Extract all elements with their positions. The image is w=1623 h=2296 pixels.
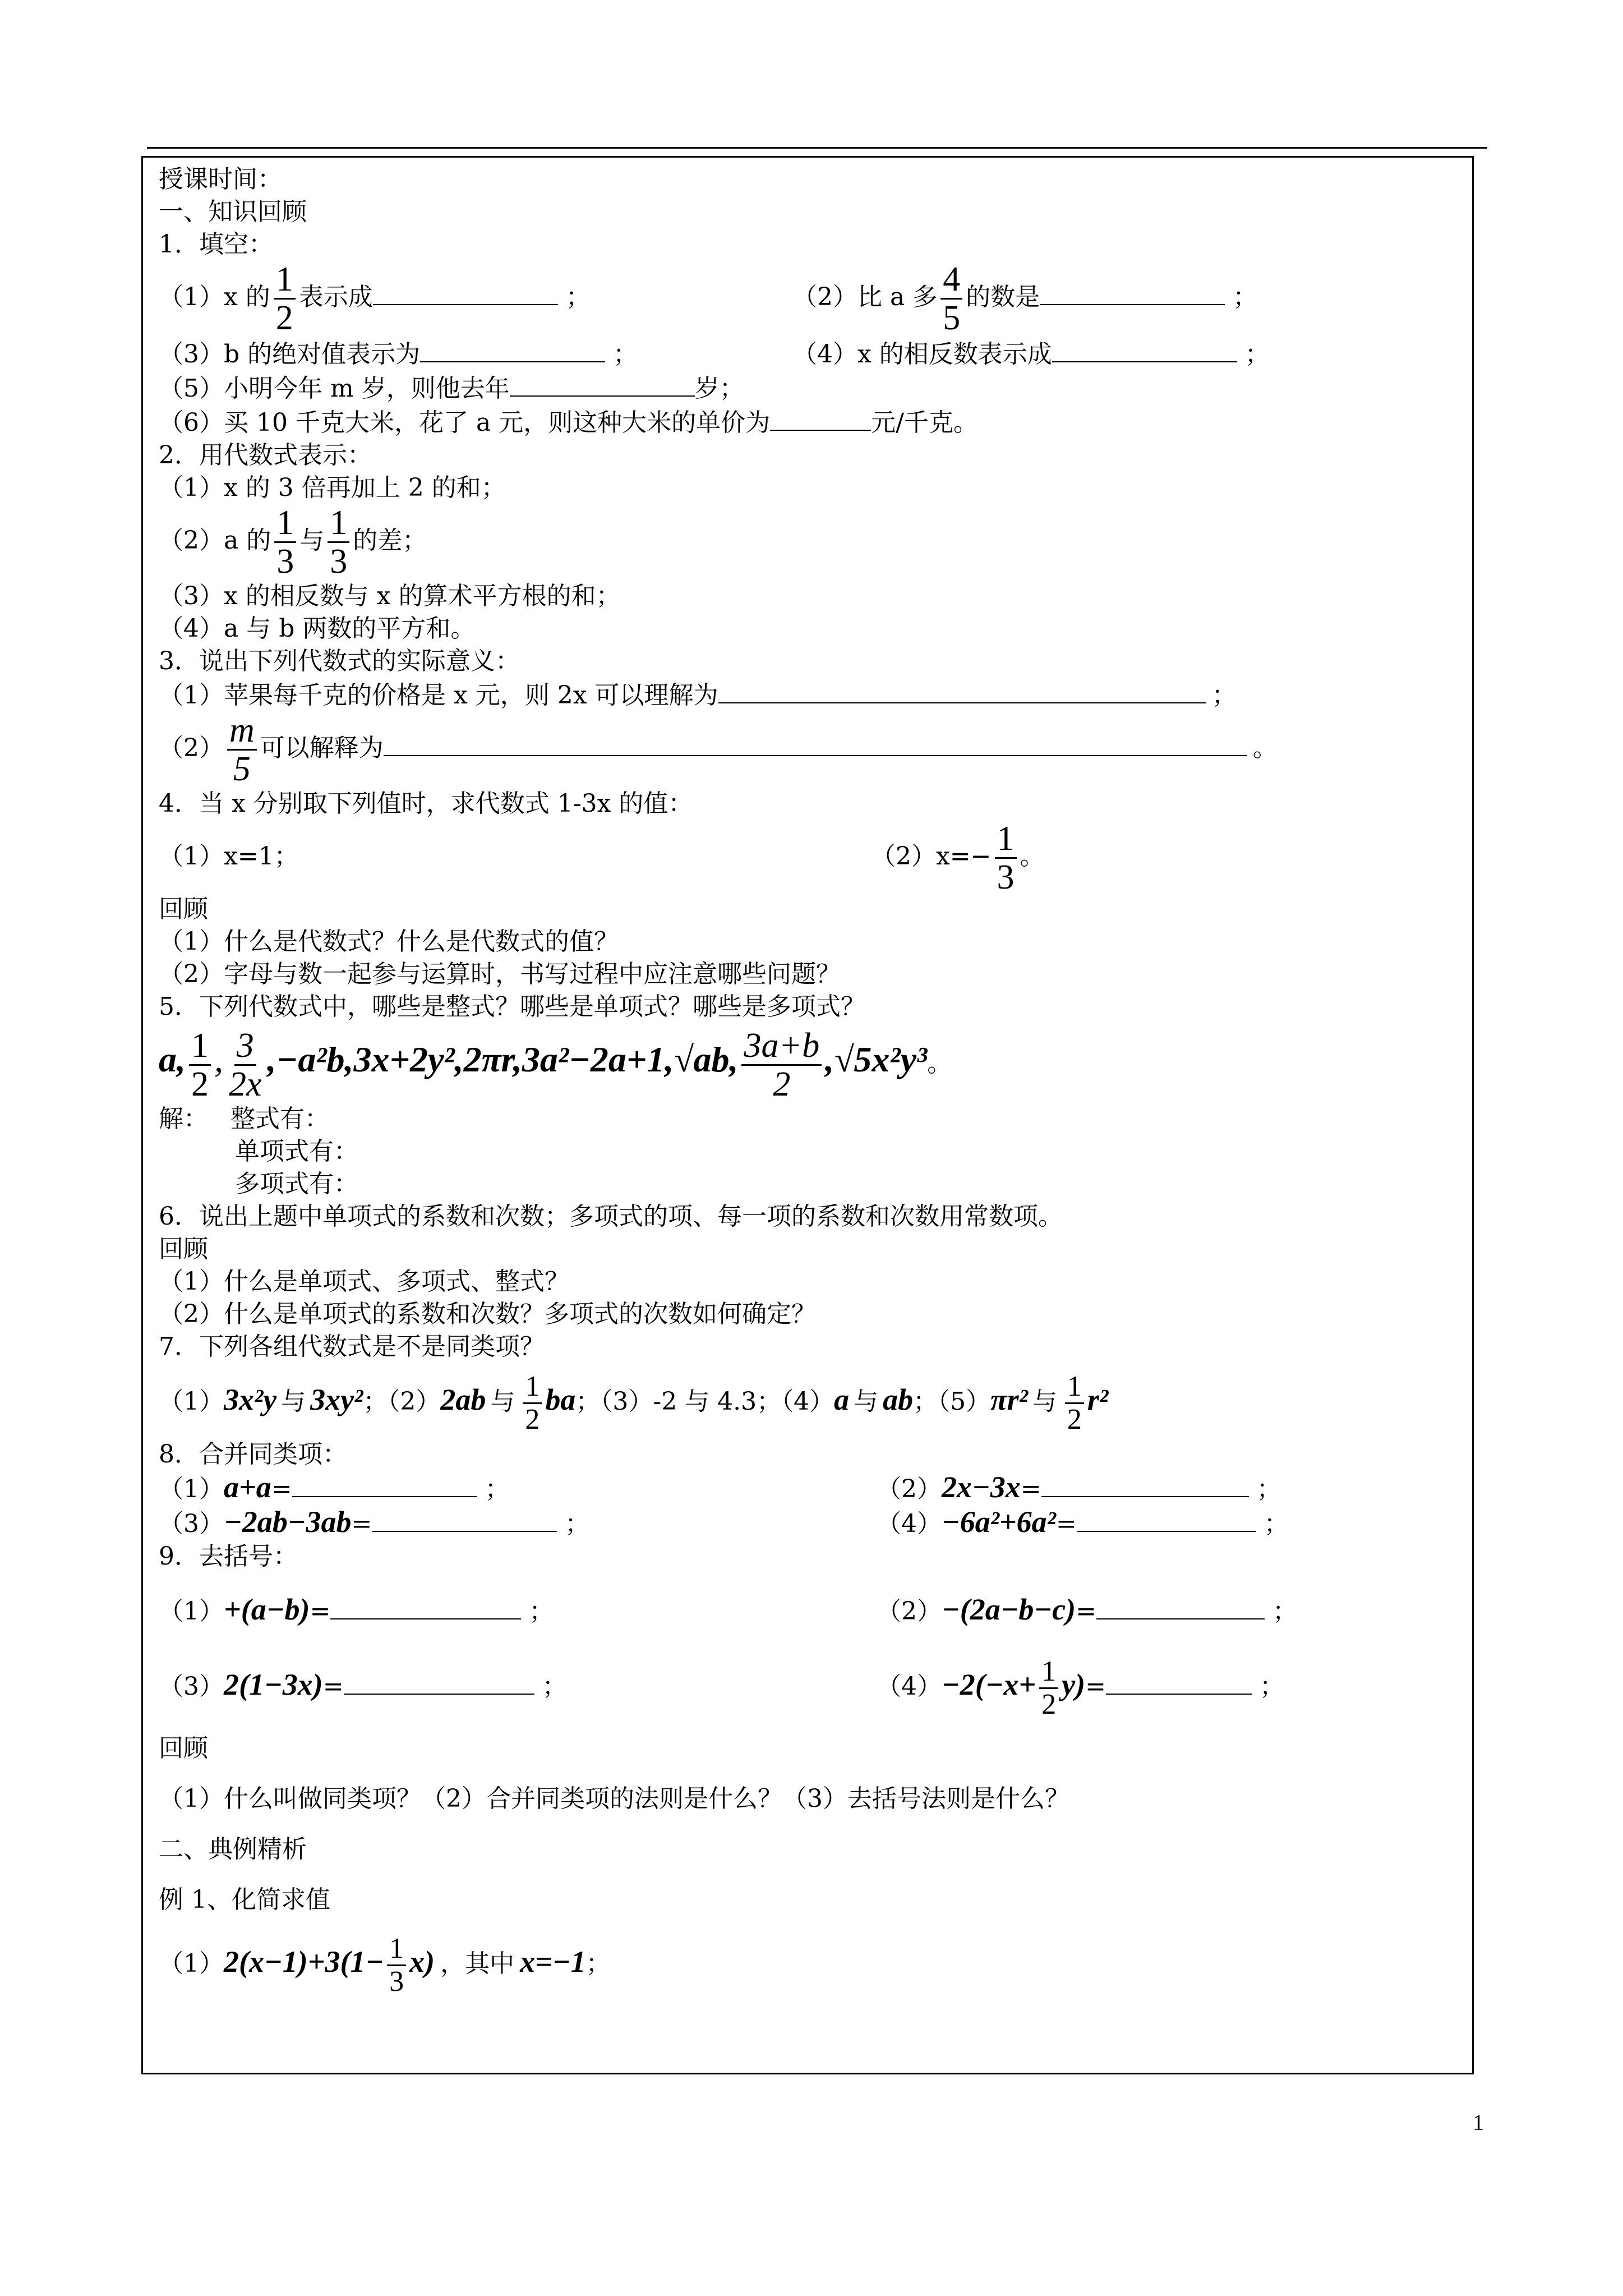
q3-i1-blank[interactable] (718, 678, 1206, 703)
q8-i2 (877, 1471, 1281, 1506)
q2-i4: （4）a 与 b 两数的平方和。 (159, 614, 476, 643)
q8-i3-math: −2ab−3ab (224, 1505, 352, 1539)
q8-i3-pre: （3） (159, 1510, 224, 1538)
worksheet-box (141, 156, 1474, 2074)
q8-i1-end: ； (485, 1475, 510, 1503)
q9-i1-pre: （1） (159, 1597, 224, 1626)
q9-i2-eq: = (1076, 1597, 1096, 1626)
header-rule (147, 147, 1487, 149)
q1-i4-blank[interactable] (1052, 337, 1237, 362)
example1-i1-fraction (387, 1933, 406, 1998)
q5-expressions: a, $\frac{1}{2}$ , $\frac{3}{2x}$ ,−a²b,3x+2y²,2πr,3a²−2a+1,√ab, $\frac{3a+b}{2}$ ,√5x²y³。 (159, 1027, 952, 1103)
review3-i1: （1）什么叫做同类项？（2）合并同类项的法则是什么？（3）去括号法则是什么？ (159, 1784, 1069, 1813)
q9-i4-end: ； (1260, 1672, 1285, 1701)
q5-frac-3ab-den: 2 (773, 1065, 791, 1103)
q7-frac2 (1065, 1371, 1084, 1435)
q3-i2-end: 。 (1252, 734, 1278, 762)
q7-w3: 与 (854, 1387, 879, 1416)
page-number: 1 (1473, 2110, 1484, 2135)
q9-i4-den: 2 (1041, 1688, 1057, 1720)
q5-frac-half-den: 2 (191, 1065, 209, 1103)
q8-i2-blank[interactable] (1041, 1471, 1249, 1497)
q5-frac-half-num: 1 (189, 1027, 211, 1066)
q7-m6: ab (883, 1383, 914, 1416)
q2-i2-den1: 3 (276, 542, 294, 581)
q1-i2-end: ； (1233, 283, 1258, 311)
q9-i2 (877, 1573, 1297, 1648)
q4-i2-pre: （2）x=− (871, 842, 992, 871)
q7-m5: a (834, 1383, 850, 1416)
q7-p4: ；（5） (913, 1387, 991, 1416)
q5-expr-end: 。 (927, 1049, 952, 1078)
q1-i5-pre: （5）小明今年 m 岁，则他去年 (159, 374, 510, 403)
q2-i2-fraction1 (274, 504, 296, 580)
example1-i1-den: 3 (389, 1966, 404, 1998)
q1-i1-blank[interactable] (373, 279, 558, 305)
example1-title: 例 1、化简求值 (159, 1885, 330, 1914)
q7-frac2-num: 1 (1065, 1371, 1084, 1404)
q9-i4-pre: （4） (877, 1672, 942, 1701)
section2-title: 二、典例精析 (159, 1835, 307, 1864)
q1-row2 (159, 337, 1449, 371)
q8-i4-eq: = (1055, 1510, 1077, 1538)
q9-i1-eq: = (310, 1597, 331, 1626)
q5-frac-3ab (741, 1027, 822, 1103)
q1-i2-pre: （2）比 a 多 (792, 283, 938, 311)
q2-i3: （3）x 的相反数与 x 的算术平方根的和； (159, 582, 621, 610)
q5-expr-a: a, (159, 1039, 186, 1079)
q1-i3-end: ； (613, 340, 638, 369)
q3-i2-den: 5 (233, 750, 251, 788)
q1-i2-den: 5 (943, 299, 961, 337)
q7-p3: ；（3）-2 与 4.3；（4） (575, 1387, 834, 1416)
q5-frac-half (189, 1027, 211, 1103)
q1-i1-den: 2 (275, 299, 293, 337)
review1-i2: （2）字母与数一起参与运算时，书写过程中应注意哪些问题？ (159, 960, 841, 988)
q7-frac1-num: 1 (523, 1371, 542, 1404)
q5-expr-list: ,−a²b,3x+2y²,2πr,3a²−2a+1,√ab, (267, 1039, 739, 1079)
section1-title: 一、知识回顾 (159, 197, 307, 226)
q4-i2-den: 3 (997, 858, 1015, 896)
q9-i4 (877, 1648, 1284, 1723)
worksheet-content (159, 163, 1449, 2000)
q5-frac-3-2x-num: 3 (234, 1027, 256, 1066)
q1-i4-end: ； (1244, 340, 1270, 369)
q3-i2-num: m (227, 712, 257, 751)
q1-row3 (159, 371, 1449, 405)
q2-i2-post: 的差； (353, 526, 427, 555)
example1-i1-math-b: x) (409, 1945, 435, 1978)
q3-i1-pre: （1）苹果每千克的价格是 x 元，则 2x 可以理解为 (159, 681, 718, 710)
q8-i2-math: 2x−3x (942, 1470, 1021, 1504)
q5-polynomial-label: 多项式有： (235, 1170, 358, 1198)
q1-i4-wrap (792, 337, 1270, 371)
q5-sol-label: 解： (159, 1105, 208, 1133)
q1-i2-blank[interactable] (1040, 279, 1225, 305)
q9-title: 9．去括号： (159, 1542, 298, 1571)
q8-i2-eq: = (1020, 1475, 1041, 1503)
q6-title: 6．说出上题中单项式的系数和次数；多项式的项、每一项的系数和次数用常数项。 (159, 1202, 1063, 1231)
q3-i2-post: 可以解释为 (260, 734, 384, 762)
q3-i2-blank[interactable] (384, 730, 1247, 756)
q1-i6-end: 元/千克。 (871, 408, 978, 437)
q2-i2-pre: （2）a 的 (159, 526, 271, 555)
q7-frac1 (523, 1371, 542, 1435)
q4-title: 4．当 x 分别取下列值时，求代数式 1-3x 的值： (159, 789, 693, 818)
review2-title: 回顾 (159, 1235, 208, 1263)
q7-m3: 2ab (440, 1383, 486, 1416)
q5-monomial-label: 单项式有： (235, 1137, 358, 1166)
q2-i2-fraction2 (328, 504, 349, 580)
q9-i3-pre: （3） (159, 1672, 224, 1701)
q9-i4-num: 1 (1039, 1656, 1058, 1689)
q7-m8: r² (1087, 1383, 1109, 1416)
example1-i1-num: 1 (387, 1933, 406, 1966)
q9-i2-end: ； (1272, 1597, 1297, 1626)
q5-title: 5．下列代数式中，哪些是整式？哪些是单项式？哪些是多项式？ (159, 992, 865, 1021)
q1-i1-fraction (274, 261, 296, 337)
q9-i3-math: 2(1−3x) (224, 1668, 323, 1701)
q9-i1-math: +(a−b) (224, 1593, 310, 1626)
q1-i2-post: 的数是 (966, 283, 1040, 311)
lesson-time: 授课时间： (159, 165, 282, 194)
q4-i2 (871, 820, 1045, 896)
q1-i1-end: ； (565, 283, 591, 311)
q8-row2 (159, 1506, 1449, 1540)
q1-i3-blank[interactable] (420, 337, 605, 362)
q9-i3-end: ； (542, 1672, 567, 1701)
q4-i1: （1）x=1； (159, 842, 299, 871)
q1-i2-fraction (940, 261, 962, 337)
q4-row1 (159, 820, 1449, 896)
q1-i6-pre: （6）买 10 千克大米，花了 a 元，则这种大米的单价为 (159, 408, 771, 437)
q5-frac-3-2x (227, 1027, 264, 1103)
q2-i2-num1: 1 (274, 504, 296, 543)
q8-title: 8．合并同类项： (159, 1440, 347, 1469)
q7-w1: 与 (281, 1387, 306, 1416)
q1-i2 (792, 261, 1257, 337)
q9-i3-eq: = (322, 1672, 344, 1701)
q9-row1 (159, 1573, 1449, 1648)
q1-i1-pre: （1）x 的 (159, 283, 270, 311)
q8-i2-pre: （2） (877, 1475, 942, 1503)
q9-i4-blank[interactable] (1106, 1669, 1252, 1695)
q9-i2-pre: （2） (877, 1597, 942, 1626)
review2-i2: （2）什么是单项式的系数和次数？多项式的次数如何确定？ (159, 1300, 816, 1328)
q2-i2-num2: 1 (328, 504, 349, 543)
q2-i2-den2: 3 (330, 542, 348, 581)
review2-i1: （1）什么是单项式、多项式、整式？ (159, 1267, 569, 1296)
q8-i1-math: a+a (224, 1470, 271, 1504)
q4-i2-fraction (995, 820, 1017, 896)
q5-solution (159, 1103, 1449, 1135)
q2-i2-mid: 与 (299, 526, 325, 555)
q8-i4-math: −6a²+6a² (942, 1505, 1056, 1539)
example1-i1-math-c: x=−1 (520, 1945, 586, 1978)
q7-m7: πr² (990, 1383, 1028, 1416)
q3-row2 (159, 712, 1449, 788)
q1-title: 1．填空： (159, 230, 273, 259)
q8-i4-pre: （4） (877, 1510, 942, 1538)
q8-i4-blank[interactable] (1077, 1506, 1256, 1532)
q8-i1-blank[interactable] (292, 1471, 477, 1497)
q7-p2: ；（2） (363, 1387, 441, 1416)
q7-frac2-den: 2 (1067, 1404, 1082, 1435)
q4-i2-end: 。 (1020, 842, 1045, 871)
q9-i4-eq: = (1085, 1672, 1106, 1701)
q5-frac-3ab-num: 3a+b (741, 1027, 822, 1066)
q7-row (159, 1363, 1449, 1438)
q7-w4: 与 (1032, 1387, 1057, 1416)
q9-i1-blank[interactable] (330, 1594, 521, 1619)
q8-i3-end: ； (565, 1510, 590, 1538)
q1-i1-post: 表示成 (298, 283, 373, 311)
q2-row2 (159, 504, 1449, 580)
q7-p1: （1） (159, 1387, 224, 1416)
q8-i1-pre: （1） (159, 1475, 224, 1503)
q1-i5-blank[interactable] (510, 371, 695, 397)
q9-i1-end: ； (529, 1597, 554, 1626)
q1-i5-end: 岁； (694, 374, 744, 403)
q3-row1 (159, 678, 1449, 712)
q1-i3: （3）b 的绝对值表示为 (159, 340, 421, 369)
q1-row4 (159, 405, 1449, 439)
q9-i4-fraction (1039, 1656, 1058, 1720)
q1-row1 (159, 261, 1449, 337)
q1-i1-num: 1 (274, 261, 296, 300)
example1-i1-mid: ，其中 (440, 1949, 515, 1978)
q8-i2-end: ； (1256, 1475, 1281, 1503)
q7-frac1-den: 2 (525, 1404, 540, 1435)
q7-m4: ba (545, 1383, 576, 1416)
q2-i1: （1）x 的 3 倍再加上 2 的和； (159, 473, 506, 502)
q9-i4-math-b: y) (1062, 1668, 1086, 1701)
review1-i1: （1）什么是代数式？什么是代数式的值？ (159, 927, 619, 956)
q8-i1-eq: = (271, 1475, 292, 1503)
q8-i3-blank[interactable] (372, 1506, 557, 1532)
q8-i4-end: ； (1264, 1510, 1289, 1538)
example1-i1-end: ； (585, 1949, 611, 1978)
q3-i2-pre: （2） (159, 734, 224, 762)
example1-row (159, 1925, 1449, 2000)
q3-i1-end: ； (1211, 681, 1237, 710)
q3-i2-fraction (227, 712, 257, 788)
q9-i4-math-a: −2(−x+ (942, 1668, 1036, 1701)
q5-frac-3-2x-den: 2x (229, 1065, 262, 1103)
q7-m1: 3x²y (224, 1383, 277, 1416)
q8-row1 (159, 1471, 1449, 1506)
q8-i4 (877, 1506, 1289, 1540)
q8-i3-eq: = (351, 1510, 372, 1538)
q3-title: 3．说出下列代数式的实际意义： (159, 647, 520, 675)
review3-title: 回顾 (159, 1734, 208, 1763)
example1-i1-math-a: 2(x−1)+3(1− (224, 1945, 384, 1978)
q7-title: 7．下列各组代数式是不是同类项？ (159, 1332, 545, 1361)
q9-i3-blank[interactable] (344, 1669, 534, 1695)
q9-row2 (159, 1648, 1449, 1723)
review1-title: 回顾 (159, 895, 208, 923)
q1-i2-num: 4 (940, 261, 962, 300)
q1-i4: （4）x 的相反数表示成 (792, 340, 1052, 369)
q2-title: 2．用代数式表示： (159, 441, 372, 470)
q9-i2-math: −(2a−b−c) (942, 1593, 1076, 1626)
q9-i2-blank[interactable] (1096, 1594, 1265, 1619)
q7-m2: 3xy² (310, 1383, 363, 1416)
q7-w2: 与 (490, 1387, 515, 1416)
q5-expr-sqrt5: ,√5x²y³ (825, 1039, 928, 1079)
q1-i6-blank[interactable] (770, 405, 871, 431)
q5-integral-label: 整式有： (230, 1105, 329, 1133)
q4-i2-num: 1 (995, 820, 1017, 859)
example1-i1-pre: （1） (159, 1949, 224, 1978)
